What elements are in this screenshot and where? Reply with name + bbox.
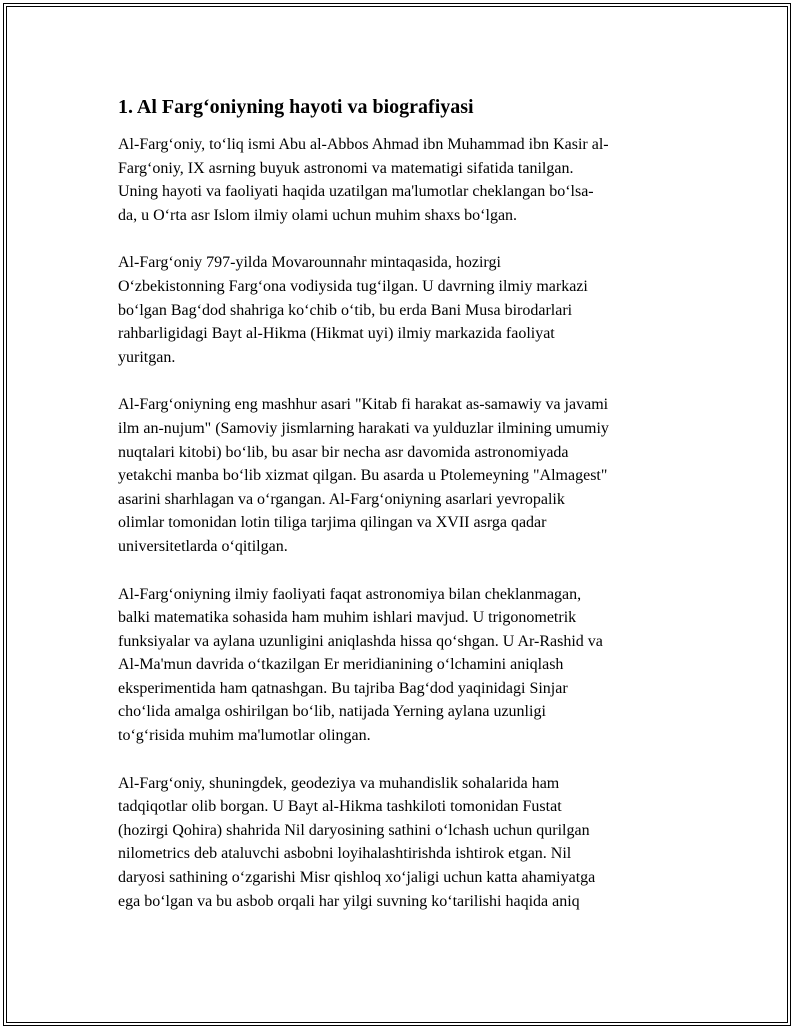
document-body (118, 93, 690, 937)
text-line: cho‘lida amalga oshirilgan bo‘lib, natijada Yerning aylana uzunligi (118, 703, 546, 721)
paragraph-3 (118, 393, 690, 558)
paragraph-4 (118, 583, 690, 748)
text-line: to‘g‘risida muhim ma'lumotlar olingan. (118, 727, 371, 745)
text-line: Al-Farg‘oniy, to‘liq ismi Abu al-Abbos Ahmad ibn Muhammad ibn Kasir al- (118, 136, 609, 153)
text-line: eksperimentida ham qatnashgan. Bu tajriba Bag‘dod yaqinidagi Sinjar (118, 679, 568, 697)
text-line: asarini sharhlagan va o‘rgangan. Al-Farg‘oniyning asarlari yevropalik (118, 490, 565, 508)
text-line: Al-Farg‘oniyning eng mashhur asari "Kitab fi harakat as-samawiy va javami (118, 396, 609, 414)
text-line: (hozirgi Qohira) shahrida Nil daryosining sathini o‘lchash uchun qurilgan (118, 821, 590, 839)
text-line: olimlar tomonidan lotin tiliga tarjima qilingan va XVII asrga qadar (118, 514, 547, 532)
text-line: Farg‘oniy, IX asrning buyuk astronomi va matematigi sifatida tanilgan. (118, 159, 574, 177)
section-heading: 1. Al Farg‘oniyning hayoti va biografiyasi (118, 96, 474, 118)
paragraph-5 (118, 772, 690, 914)
text-line: Al-Farg‘oniy 797-yilda Movarounnahr mintaqasida, hozirgi (118, 254, 501, 272)
paragraph-1 (118, 133, 690, 227)
paragraph-2 (118, 251, 690, 369)
text-line: da, u O‘rta asr Islom ilmiy olami uchun muhim shaxs bo‘lgan. (118, 206, 518, 224)
text-line: nuqtalari kitobi) bo‘lib, bu asar bir necha asr davomida astronomiyada (118, 443, 569, 461)
text-line: Uning hayoti va faoliyati haqida uzatilgan ma'lumotlar cheklangan bo‘lsa- (118, 183, 594, 201)
text-line: yuritgan. (118, 348, 176, 366)
text-line: balki matematika sohasida ham muhim ishlari mavjud. U trigonometrik (118, 609, 577, 627)
text-line: Al-Farg‘oniyning ilmiy faoliyati faqat astronomiya bilan cheklanmagan, (118, 585, 582, 603)
text-line: nilometrics deb ataluvchi asbobni loyihalashtirishda ishtirok etgan. Nil (118, 845, 572, 863)
text-line: Al-Ma'mun davrida o‘tkazilgan Er meridianining o‘lchamini aniqlash (118, 656, 564, 674)
text-line: universitetlarda o‘qitilgan. (118, 537, 288, 555)
text-line: daryosi sathining o‘zgarishi Misr qishloq xo‘jaligi uchun katta ahamiyatga (118, 869, 596, 887)
text-line: funksiyalar va aylana uzunligini aniqlashda hissa qo‘shgan. U Ar-Rashid va (118, 632, 603, 650)
text-line: ilm an-nujum" (Samoviy jismlarning harakati va yulduzlar ilmining umumiy (118, 419, 609, 437)
text-line: yetakchi manba bo‘lib xizmat qilgan. Bu asarda u Ptolemeyning "Almagest" (118, 467, 608, 485)
text-line: tadqiqotlar olib borgan. U Bayt al-Hikma tashkiloti tomonidan Fustat (118, 798, 562, 816)
text-line: rahbarligidagi Bayt al-Hikma (Hikmat uyi) ilmiy markazida faoliyat (118, 325, 555, 343)
text-line: Al-Farg‘oniy, shuningdek, geodeziya va muhandislik sohalarida ham (118, 774, 560, 792)
text-line: bo‘lgan Bag‘dod shahriga ko‘chib o‘tib, bu erda Bani Musa birodarlari (118, 301, 573, 319)
text-line: ega bo‘lgan va bu asbob orqali har yilgi suvning ko‘tarilishi haqida aniq (118, 892, 580, 910)
text-line: O‘zbekistonning Farg‘ona vodiysida tug‘ilgan. U davrning ilmiy markazi (118, 277, 588, 295)
